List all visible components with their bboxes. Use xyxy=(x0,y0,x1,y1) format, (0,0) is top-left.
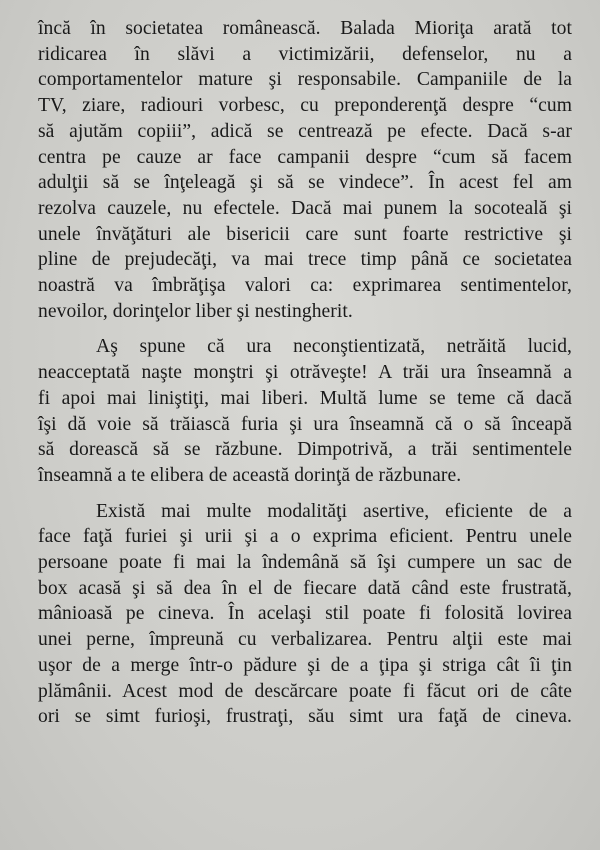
text-line: îşi dă voie să trăiască furia şi ura înseamnă că o să înceapă xyxy=(38,413,572,435)
text-line: neacceptată naşte monştri şi otrăveşte! A trăi ura înseamnă a xyxy=(38,362,572,384)
text-line: ridicarea în slăvi a victimizării, defenselor, nu a xyxy=(38,43,572,65)
page-text xyxy=(38,16,572,730)
text-line: mânioasă pe cineva. În acelaşi stil poate fi folosită lovirea xyxy=(38,603,572,625)
text-line: noastră va îmbrăţişa valori ca: exprimarea sentimentelor, xyxy=(38,275,572,297)
text-line: pline de prejudecăţi, va mai trece timp până ce societatea xyxy=(38,249,572,271)
text-line: persoane poate fi mai la îndemână să îşi cumpere un sac de xyxy=(38,552,572,574)
text-line: nevoilor, dorinţelor liber şi nestingherit. xyxy=(38,300,353,322)
paragraph-2 xyxy=(38,334,572,488)
text-line: rezolva cauzele, nu efectele. Dacă mai punem la socoteală şi xyxy=(38,197,572,219)
text-line: face faţă furiei şi urii şi a o exprima eficient. Pentru unele xyxy=(38,526,572,548)
text-line: uşor de a merge într-o pădure şi de a ţipa şi striga cât îi ţin xyxy=(38,654,572,676)
text-line: adulţii să se înţeleagă şi să se vindece”. În acest fel am xyxy=(38,172,572,194)
text-line: centra pe cauze ar face campanii despre “cum să facem xyxy=(38,146,572,168)
text-line: Aş spune că ura neconştientizată, netrăită lucid, xyxy=(96,336,572,358)
text-line: încă în societatea românească. Balada Mioriţa arată tot xyxy=(38,18,572,39)
paragraph-3 xyxy=(38,499,572,730)
text-line: unei perne, împreună cu verbalizarea. Pentru alţii este mai xyxy=(38,629,572,651)
text-line: TV, ziare, radiouri vorbesc, cu preponderenţă despre “cum xyxy=(38,95,572,117)
paragraph-1 xyxy=(38,16,572,324)
text-line: box acasă şi să dea în el de fiecare dată când este frustrată, xyxy=(38,577,572,599)
text-line: să ajutăm copiii”, adică se centrează pe efecte. Dacă s-ar xyxy=(38,120,572,142)
text-line: Există mai multe modalităţi asertive, eficiente de a xyxy=(96,500,572,522)
text-line: comportamentelor mature şi responsabile. Campaniile de la xyxy=(38,69,572,91)
text-line: plămânii. Acest mod de descărcare poate fi făcut ori de câte xyxy=(38,680,572,702)
text-line: fi apoi mai liniştiţi, mai liberi. Multă lume se teme că dacă xyxy=(38,387,572,409)
text-line: să dorească să se răzbune. Dimpotrivă, a trăi sentimentele xyxy=(38,439,572,461)
text-line: unele învăţături ale bisericii care sunt foarte restrictive şi xyxy=(38,223,572,245)
text-line: ori se simt furioşi, frustraţi, său simt ura faţă de cineva. xyxy=(38,706,572,728)
text-line: înseamnă a te elibera de această dorinţă de răzbunare. xyxy=(38,464,462,486)
